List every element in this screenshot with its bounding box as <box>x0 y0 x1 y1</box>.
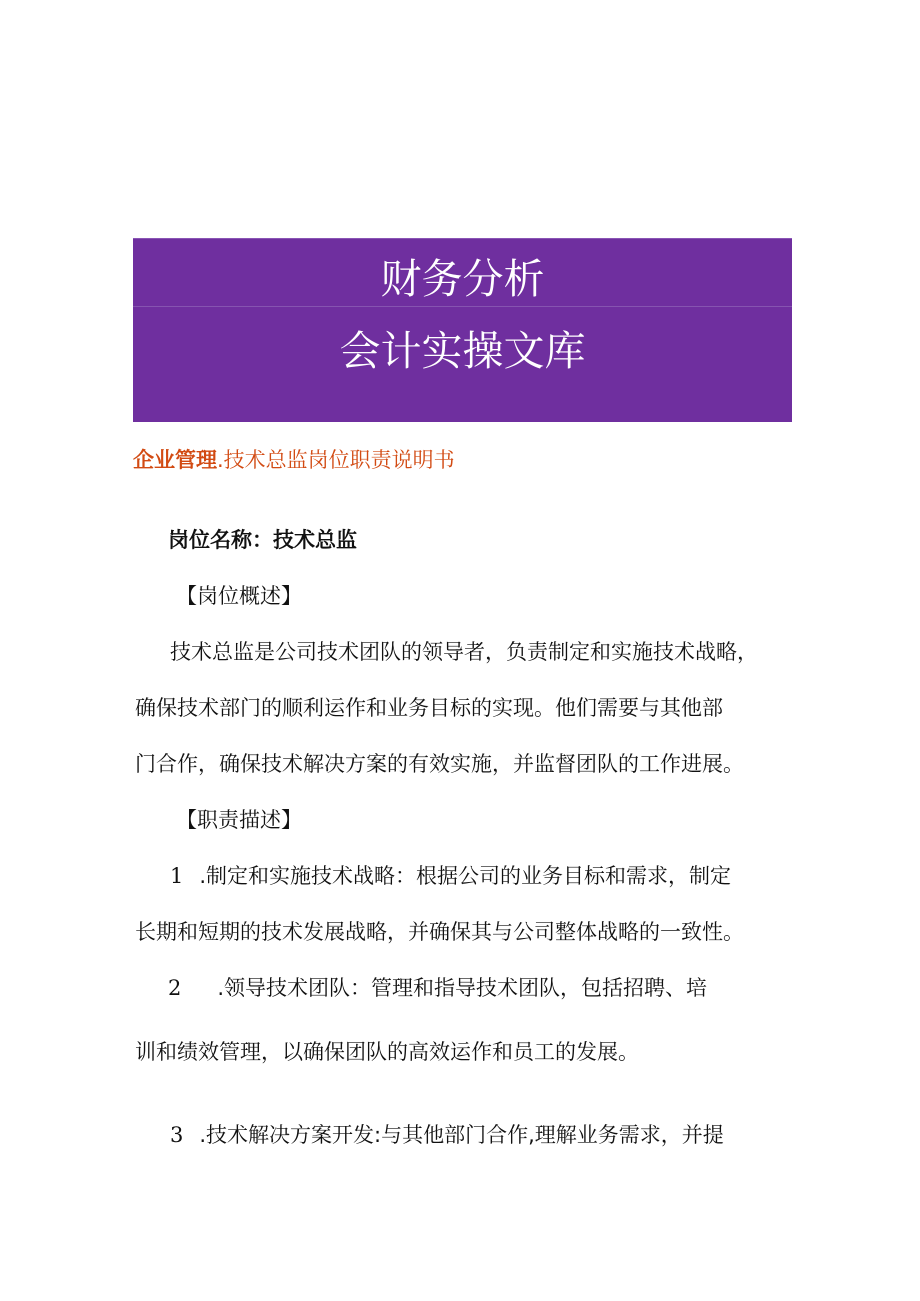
duty-1-text-1: .制定和实施技术战略：根据公司的业务目标和需求，制定 <box>199 864 732 888</box>
duty-2-text-1: .领导技术团队：管理和指导技术团队，包括招聘、培 <box>217 976 708 1000</box>
overview-heading: 【岗位概述】 <box>176 584 302 608</box>
duty-2-line-2: 训和绩效管理，以确保团队的高效运作和员工的发展。 <box>135 1040 639 1064</box>
banner-divider <box>133 306 792 307</box>
duty-3-line-1 <box>170 1123 724 1148</box>
duty-3-text-1: .技术解决方案开发:与其他部门合作,理解业务需求，并提 <box>199 1123 724 1147</box>
duties-heading: 【职责描述】 <box>176 808 302 832</box>
duty-2-number: 2 <box>168 976 182 1000</box>
banner-title-line-1: 财务分析 <box>380 255 545 303</box>
document-title <box>133 448 455 473</box>
banner-title-line-2: 会计实操文库 <box>339 327 586 375</box>
overview-line-2: 确保技术部门的顺利运作和业务目标的实现。他们需要与其他部 <box>135 696 723 720</box>
duty-1-line-2: 长期和短期的技术发展战略，并确保其与公司整体战略的一致性。 <box>135 920 744 944</box>
duty-1-number: 1 <box>170 864 184 888</box>
duty-3-number: 3 <box>170 1123 184 1147</box>
duty-1-line-1 <box>170 864 731 889</box>
document-title-text: .技术总监岗位职责说明书 <box>217 448 455 472</box>
duty-2-line-1 <box>168 976 707 1001</box>
header-banner <box>133 238 792 422</box>
overview-line-3: 门合作，确保技术解决方案的有效实施，并监督团队的工作进展。 <box>135 752 744 776</box>
document-category: 企业管理 <box>133 448 217 472</box>
job-name-line: 岗位名称：技术总监 <box>168 528 357 552</box>
overview-line-1: 技术总监是公司技术团队的领导者，负责制定和实施技术战略， <box>170 640 758 664</box>
